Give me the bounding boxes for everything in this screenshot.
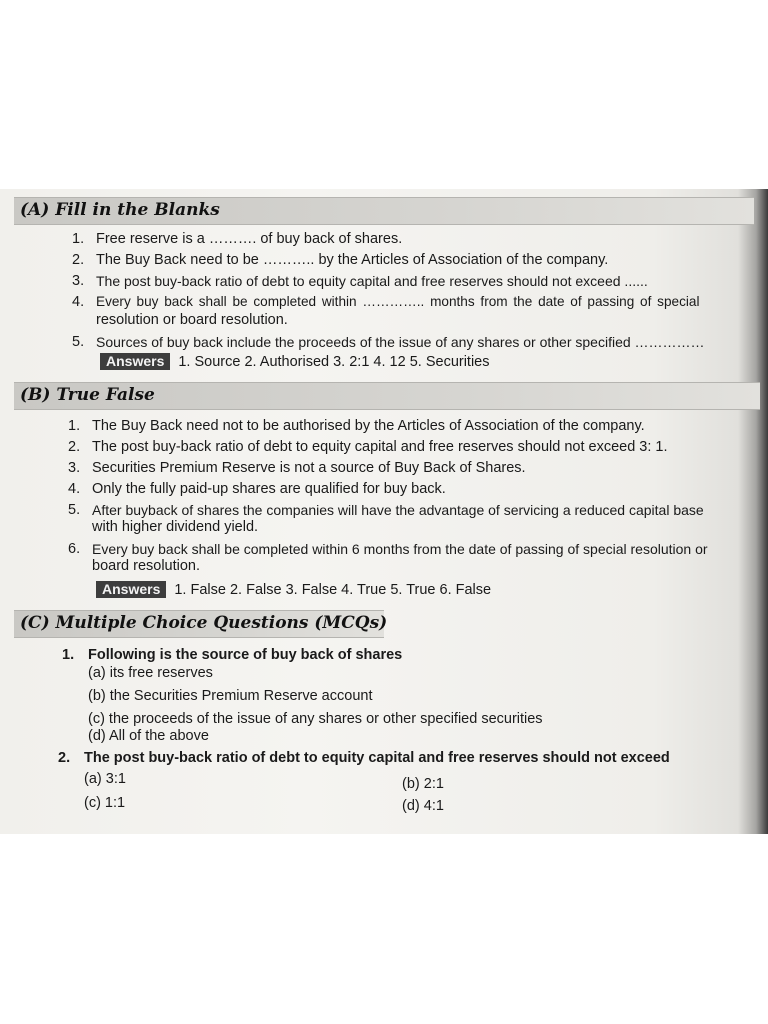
a-item-1-text: Free reserve is a ………. of buy back of shares.	[96, 231, 403, 247]
b-answers-text: 1. False 2. False 3. False 4. True 5. True 6. False	[174, 582, 492, 598]
b-item-1-text: The Buy Back need not to be authorised by the Articles of Association of the company.	[92, 418, 645, 434]
a-item-4-text: Every buy back shall be completed within ………….. months from the date of passing of special	[96, 294, 700, 309]
section-c-title: (C) Multiple Choice Questions (MCQs)	[20, 613, 388, 633]
a-item-1-num: 1.	[72, 231, 85, 247]
section-a-header	[14, 197, 754, 225]
c-q2-text: The post buy-back ratio of debt to equity capital and free reserves should not exceed	[84, 750, 670, 766]
c-q2-option-d: (d) 4:1	[402, 798, 444, 814]
a-item-2-text: The Buy Back need to be ……….. by the Articles of Association of the company.	[96, 252, 609, 268]
b-item-5-cont: with higher dividend yield.	[92, 519, 259, 535]
b-item-5-num: 5.	[68, 502, 81, 518]
c-q2-option-b: (b) 2:1	[402, 776, 444, 792]
section-b-header	[14, 382, 760, 410]
a-item-4-cont: resolution or board resolution.	[96, 312, 288, 328]
b-item-1-num: 1.	[68, 418, 81, 434]
a-answers-text: 1. Source 2. Authorised 3. 2:1 4. 12 5. Securities	[178, 354, 490, 370]
page-edge-shadow	[738, 189, 768, 834]
c-q1-option-a: (a) its free reserves	[88, 665, 213, 681]
a-item-4-num: 4.	[72, 294, 85, 310]
section-a-title: (A) Fill in the Blanks	[20, 200, 220, 220]
c-q1-text: Following is the source of buy back of shares	[88, 647, 403, 663]
section-c-header	[14, 610, 388, 638]
c-q1-option-d: (d) All of the above	[88, 728, 209, 744]
b-item-6-text: Every buy back shall be completed within 6 months from the date of passing of special resolution or	[92, 541, 708, 557]
a-item-3-text: The post buy-back ratio of debt to equity capital and free reserves should not exceed ......	[96, 273, 648, 289]
a-item-2-num: 2.	[72, 252, 85, 268]
b-item-6-num: 6.	[68, 541, 81, 557]
b-item-4-text: Only the fully paid-up shares are qualified for buy back.	[92, 481, 446, 497]
b-item-5-text: After buyback of shares the companies will have the advantage of servicing a reduced capital base	[92, 502, 704, 518]
b-answers-badge: Answers	[96, 581, 166, 598]
a-answers-row	[100, 353, 490, 370]
section-b-title: (B) True False	[20, 385, 155, 405]
c-q2-num: 2.	[58, 750, 71, 766]
c-q1-num: 1.	[62, 647, 75, 663]
b-item-3-text: Securities Premium Reserve is not a source of Buy Back of Shares.	[92, 460, 526, 476]
b-item-3-num: 3.	[68, 460, 81, 476]
c-q1-option-c: (c) the proceeds of the issue of any shares or other specified securities	[88, 711, 543, 727]
b-item-2-num: 2.	[68, 439, 81, 455]
b-item-4-num: 4.	[68, 481, 81, 497]
a-item-5-text: Sources of buy back include the proceeds of the issue of any shares or other specified ……………	[96, 334, 705, 350]
b-item-2-text: The post buy-back ratio of debt to equity capital and free reserves should not exceed 3: 1.	[92, 439, 668, 455]
b-answers-row	[96, 581, 491, 598]
scanned-page	[0, 189, 768, 834]
c-q2-option-a: (a) 3:1	[84, 771, 126, 787]
a-answers-badge: Answers	[100, 353, 170, 370]
c-q1-option-b: (b) the Securities Premium Reserve account	[88, 688, 373, 704]
b-item-6-cont: board resolution.	[92, 558, 201, 574]
a-item-5-num: 5.	[72, 334, 85, 350]
c-q2-option-c: (c) 1:1	[84, 795, 126, 811]
a-item-3-num: 3.	[72, 273, 85, 289]
